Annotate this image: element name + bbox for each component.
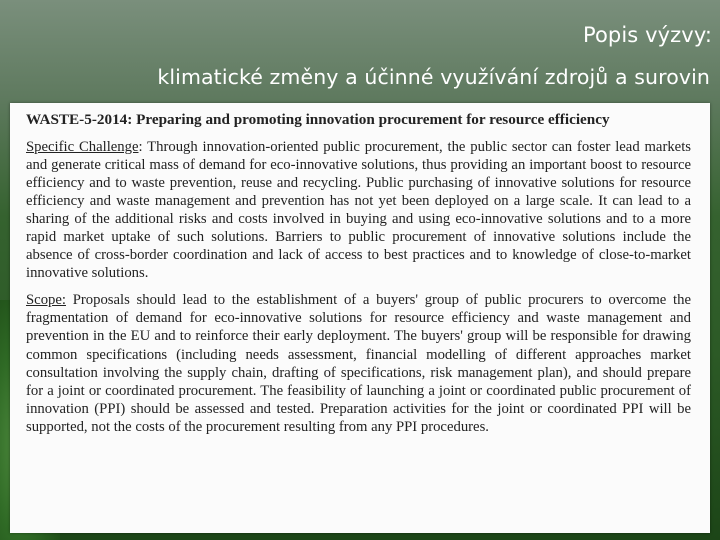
slide-title-line-1: Popis výzvy: xyxy=(582,23,712,47)
scope-text: Proposals should lead to the establishment of a buyers' group of public procurers to overcome the fragmentation of demand for eco-innovative solutions for resource efficiency and waste management and prevention in the EU and to reinforce their early deployment. The buyers' group will be responsible for drawing common specifications (including needs assessment, financial modelling of different approaches market consultation involving the supply chain, drafting of specifications, risk management plan), and should prepare for a joint or coordinated procurement. The feasibility of launching a joint or coordinated public procurement of innovation (PPI) should be assessed and tested. Preparation activities for the joint or coordinated PPI will be supported, not the costs of the procurement resulting from any PPI procedures. xyxy=(26,292,691,435)
specific-challenge-label: Specific Challenge xyxy=(26,139,139,155)
scope-label: Scope: xyxy=(26,292,66,309)
document-body xyxy=(26,111,691,445)
specific-challenge-paragraph xyxy=(26,138,691,282)
document-excerpt xyxy=(10,103,710,533)
document-heading: WASTE-5-2014: Preparing and promoting innovation procurement for resource efficiency xyxy=(26,111,610,128)
slide-title-line-2: klimatické změny a účinné využívání zdrojů a surovin xyxy=(157,65,710,89)
scope-paragraph xyxy=(26,291,691,435)
specific-challenge-text: : Through innovation-oriented public procurement, the public sector can foster lead markets and generate critical mass of demand for eco-innovative solutions, thus providing an important boost to resource efficiency and to waste prevention, reuse and recycling. Public purchasing of innovative solutions for resource efficiency and waste management and prevention has not yet been deployed on a large scale. It can lead to a sharing of the additional risks and costs involved in buying and using eco-innovative solutions and to a more rapid market uptake of such solutions. Barriers to public procurement of innovative solutions include the absence of cross-border coordination and lack of access to best practices and to knowledge of close-to-market innovative solutions. xyxy=(26,139,691,282)
